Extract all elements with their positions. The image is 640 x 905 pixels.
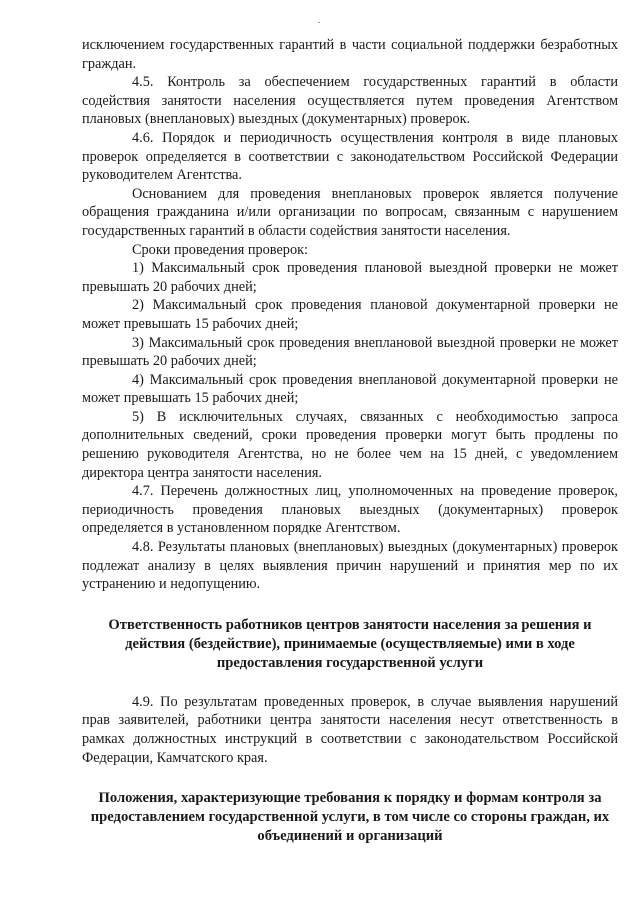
paragraph-4-5: 4.5. Контроль за обеспечением государственных гарантий в области содействия занятости населения осуществляется путем проведения Агентством плановых (внеплановых) выездных (документарных) проверок. — [82, 74, 618, 128]
paragraph-4-7: 4.7. Перечень должностных лиц, уполномоченных на проведение проверок, периодичность проведения плановых выездных (документарных) проверок определяется в установленном порядке Агентством. — [82, 483, 618, 537]
paragraph-basis: Основанием для проведения внеплановых проверок является получение обращения гражданина и/или организации по вопросам, связанным с нарушением государственных гарантий в области содействия занятости населения. — [82, 185, 618, 239]
term-item-5: 5) В исключительных случаях, связанных с необходимостью запроса дополнительных сведений, сроки проведения проверки могут быть продлены по решению руководителя Агентства, но не более чем на 15 дней, с уведомлением директора центра занятости населения. — [82, 408, 618, 481]
term-item-2: 2) Максимальный срок проведения плановой документарной проверки не может превышать 15 рабочих дней; — [82, 297, 618, 332]
paragraph-terms-intro: Сроки проведения проверок: — [132, 241, 309, 258]
term-item-1: 1) Максимальный срок проведения плановой выездной проверки не может превышать 20 рабочих дней; — [82, 260, 618, 295]
section-heading-control: Положения, характеризующие требования к порядку и формам контроля за предоставлением государственной услуги, в том числе со стороны граждан, их объединений и организаций — [90, 790, 610, 845]
page-dot-mark — [318, 22, 320, 23]
paragraph-4-6: 4.6. Порядок и периодичность осуществления контроля в виде плановых проверок определяется в соответствии с законодательством Российской Федерации руководителем Агентства. — [82, 129, 618, 184]
document-page — [82, 36, 618, 846]
intro-continuation: исключением государственных гарантий в части социальной поддержки безработных граждан. — [82, 37, 618, 72]
term-item-4: 4) Максимальный срок проведения внеплановой документарной проверки не может превышать 15 рабочих дней; — [82, 371, 618, 407]
paragraph-4-9: 4.9. По результатам проведенных проверок, в случае выявления нарушений прав заявителей, работники центра занятости населения несут ответственность в рамках должностных инструкций в соответствии с законодательством Российской Федерации, Камчатского края. — [82, 693, 618, 766]
paragraph-4-8: 4.8. Результаты плановых (внеплановых) выездных (документарных) проверок подлежат анализу в целях выявления причин нарушений и принятия мер по их устранению и недопущению. — [82, 539, 618, 593]
section-heading-responsibility: Ответственность работников центров занятости населения за решения и действия (бездействие), принимаемые (осуществляемые) ими в ходе предоставления государственной услуги — [108, 616, 592, 671]
term-item-3: 3) Максимальный срок проведения внеплановой выездной проверки не может превышать 20 рабочих дней; — [82, 334, 618, 370]
